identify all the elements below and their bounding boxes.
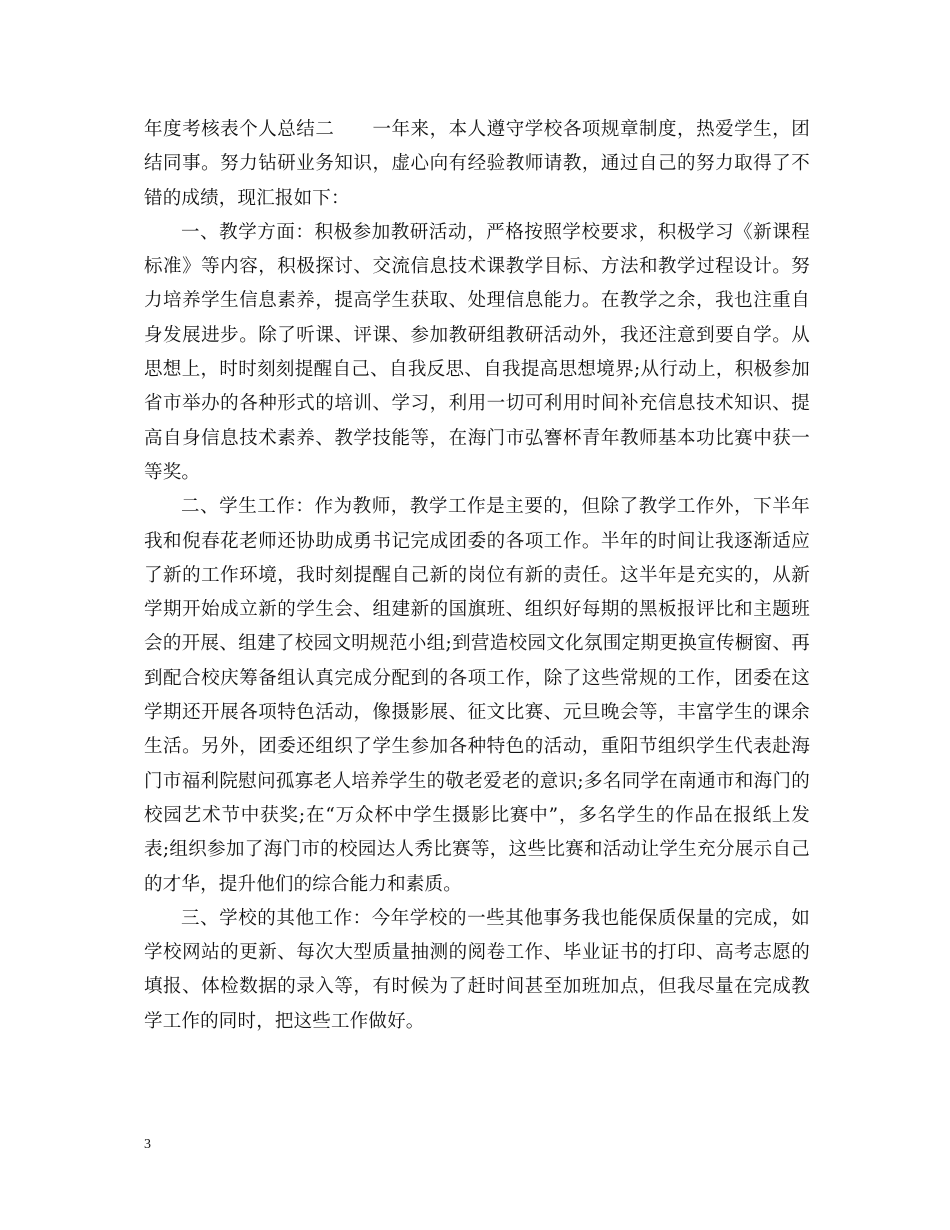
document-body	[144, 113, 810, 1039]
paragraph-intro: 年度考核表个人总结二 一年来，本人遵守学校各项规章制度，热爱学生，团结同事。努力钻研业务知识，虚心向有经验教师请教，通过自己的努力取得了不错的成绩，现汇报如下：	[144, 119, 810, 209]
paragraph-other-work: 三、学校的其他工作：今年学校的一些其他事务我也能保质保量的完成，如学校网站的更新、每次大型质量抽测的阅卷工作、毕业证书的打印、高考志愿的填报、体检数据的录入等，有时候为了赶时间甚至加班加点，但我尽量在完成教学工作的同时，把这些工作做好。	[144, 907, 810, 1032]
paragraph-teaching: 一、教学方面：积极参加教研活动，严格按照学校要求，积极学习《新课程标准》等内容，积极探讨、交流信息技术课教学目标、方法和教学过程设计。努力培养学生信息素养，提高学生获取、处理信息能力。在教学之余，我也注重自身发展进步。除了听课、评课、参加教研组教研活动外，我还注意到要自学。从思想上，时时刻刻提醒自己、自我反思、自我提高思想境界;从行动上，积极参加省市举办的各种形式的培训、学习，利用一切可利用时间补充信息技术知识、提高自身信息技术素养、教学技能等，在海门市弘謇杯青年教师基本功比赛中获一等奖。	[144, 221, 810, 483]
page-number: 3	[144, 1137, 151, 1152]
paragraph-student-work: 二、学生工作：作为教师，教学工作是主要的，但除了教学工作外，下半年我和倪春花老师还协助成勇书记完成团委的各项工作。半年的时间让我逐渐适应了新的工作环境，我时刻提醒自己新的岗位有新的责任。这半年是充实的，从新学期开始成立新的学生会、组建新的国旗班、组织好每期的黑板报评比和主题班会的开展、组建了校园文明规范小组;到营造校园文化氛围定期更换宣传橱窗、再到配合校庆筹备组认真完成分配到的各项工作，除了这些常规的工作，团委在这学期还开展各项特色活动，像摄影展、征文比赛、元旦晚会等，丰富学生的课余生活。另外，团委还组织了学生参加各种特色的活动，重阳节组织学生代表赴海门市福利院慰问孤寡老人培养学生的敬老爱老的意识;多名同学在南通市和海门的校园艺术节中获奖;在“万众杯中学生摄影比赛中”，多名学生的作品在报纸上发表;组织参加了海门市的校园达人秀比赛等，这些比赛和活动让学生充分展示自己的才华，提升他们的综合能力和素质。	[144, 496, 810, 895]
